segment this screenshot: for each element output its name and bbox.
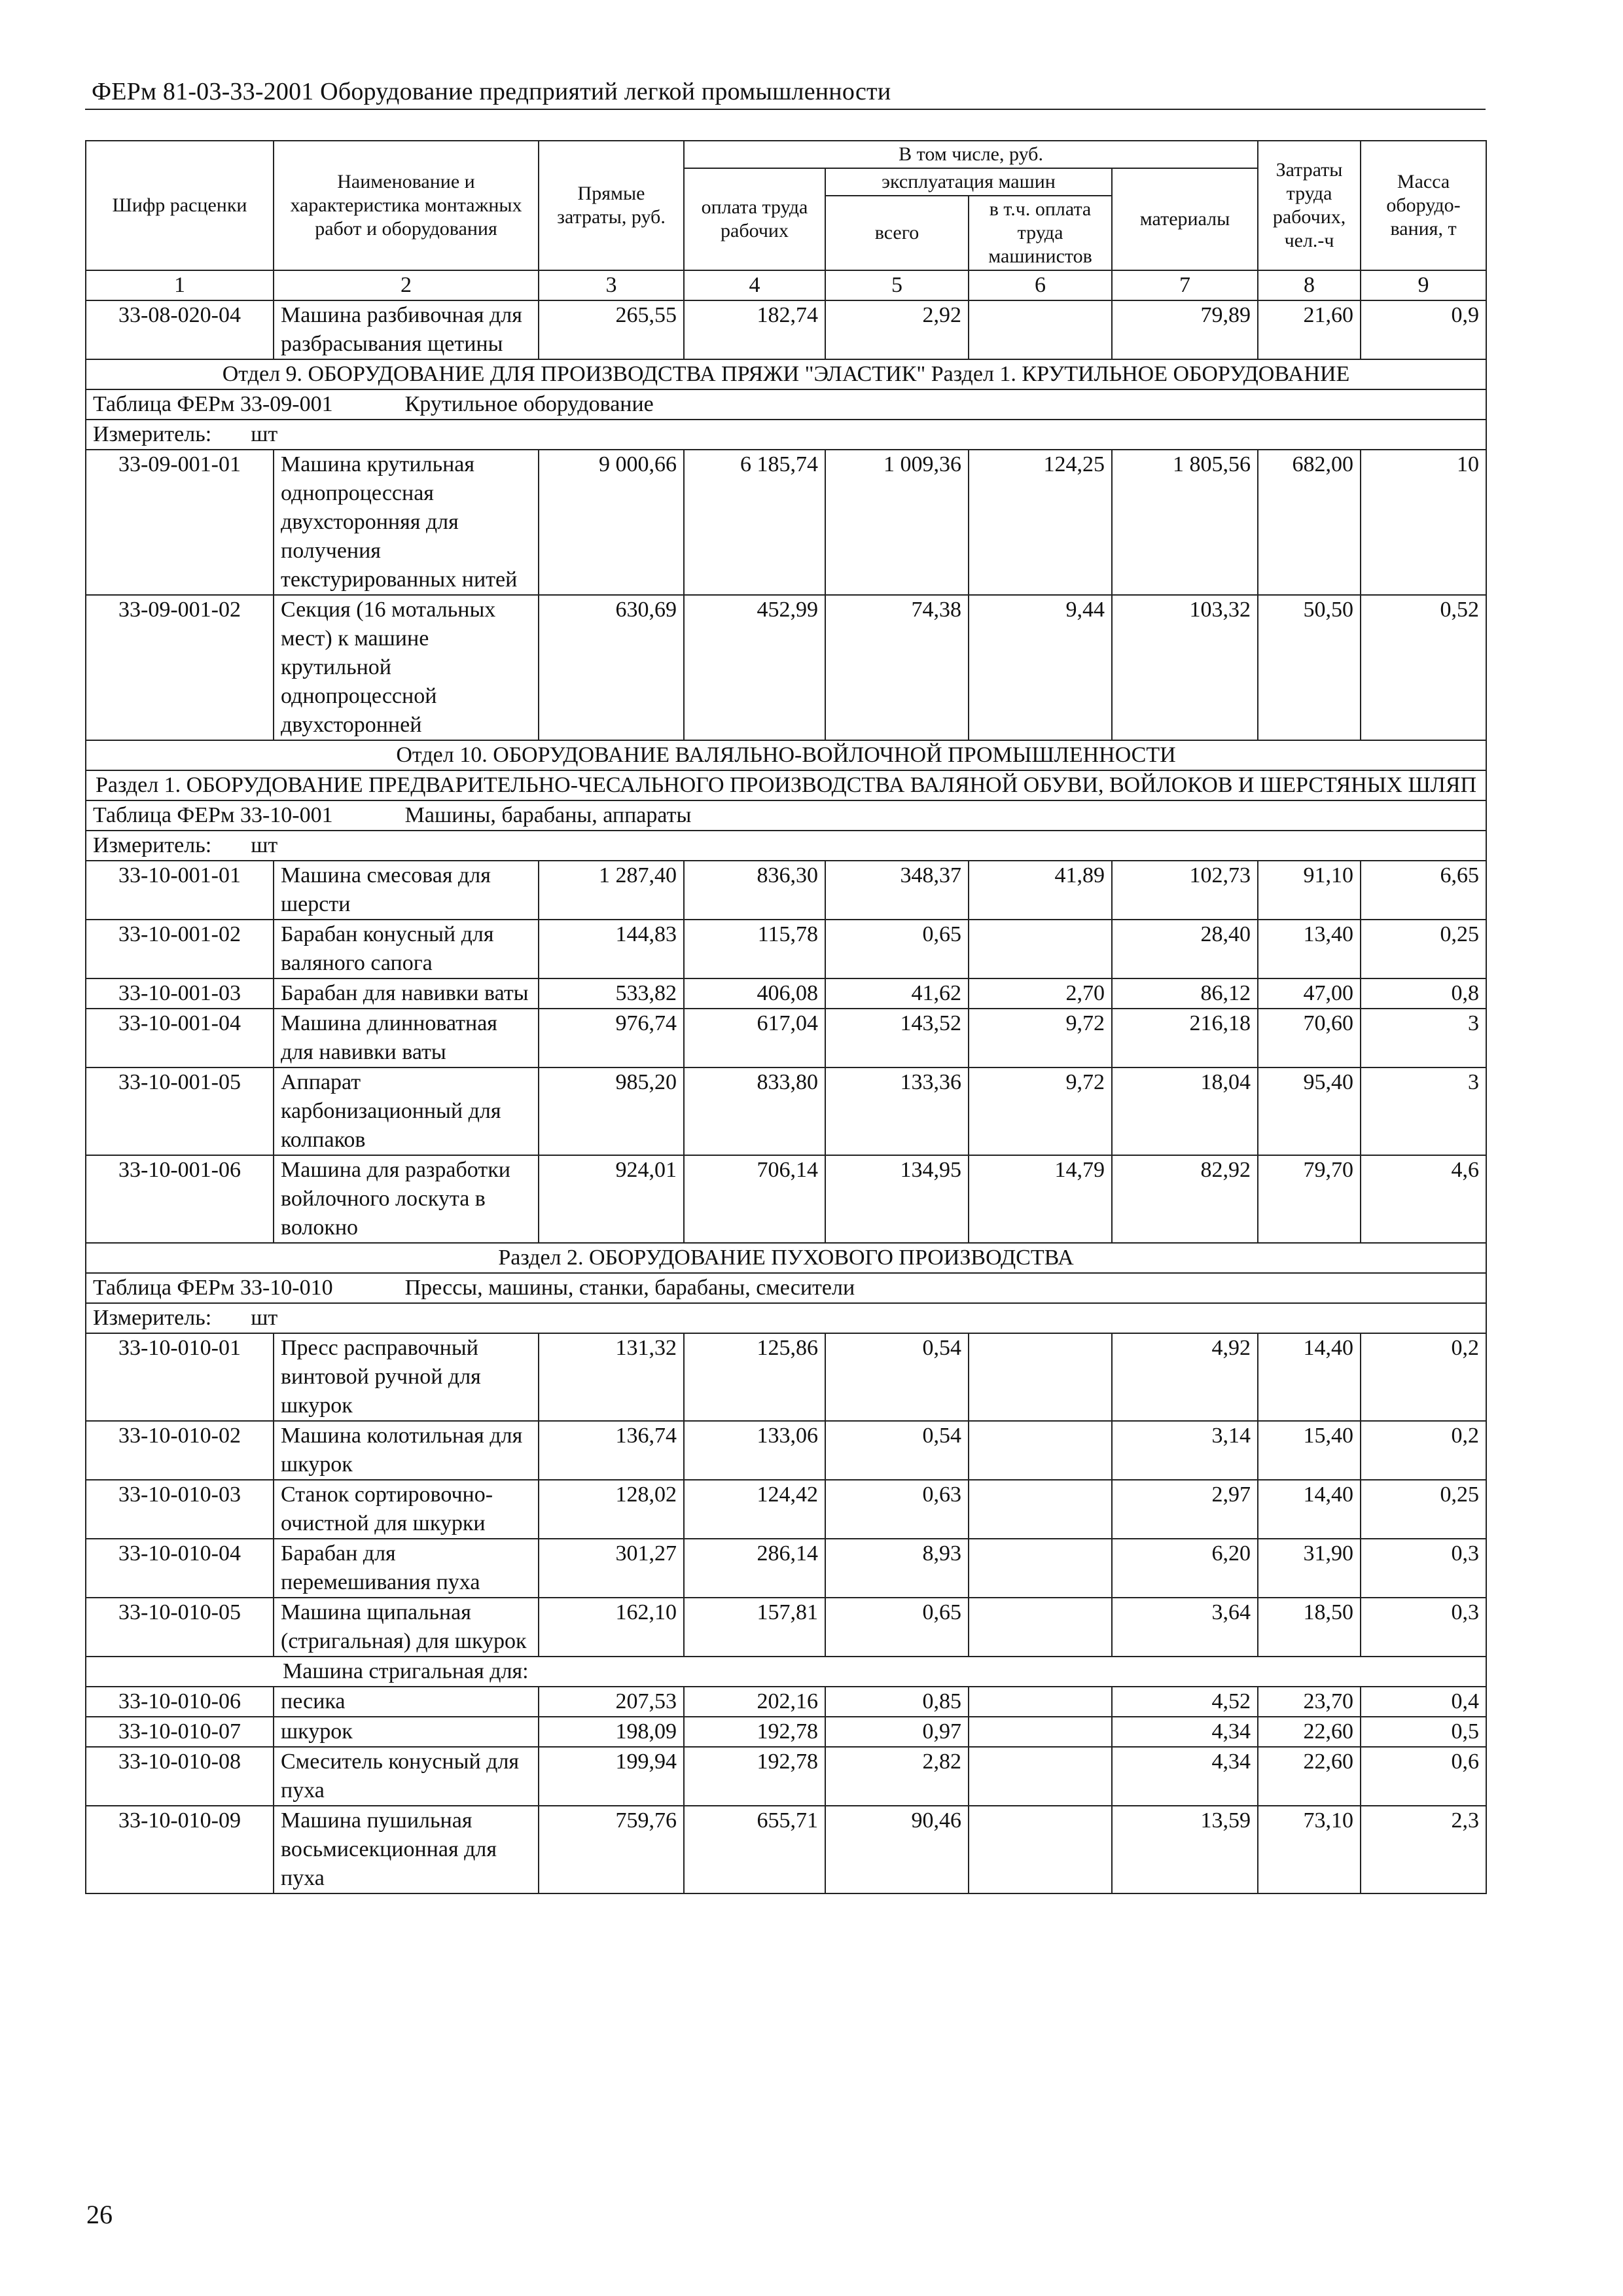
cell-direct: 136,74 <box>539 1421 684 1480</box>
cell-materials: 3,64 <box>1112 1598 1258 1657</box>
header-machines: эксплуатация машин <box>825 168 1112 196</box>
cell-machinist <box>969 1598 1112 1657</box>
cell-machines: 41,62 <box>825 978 969 1009</box>
group-label: Машина стригальная для: <box>274 1657 1486 1687</box>
cell-machines: 1 009,36 <box>825 450 969 595</box>
table-code: Таблица ФЕРм 33-10-010 <box>93 1276 333 1300</box>
cell-machinist <box>969 1687 1112 1717</box>
cell-mass: 0,6 <box>1361 1747 1486 1806</box>
cell-materials: 216,18 <box>1112 1009 1258 1067</box>
cell-machines: 133,36 <box>825 1067 969 1155</box>
cell-machines: 0,65 <box>825 920 969 978</box>
cell-machines: 0,97 <box>825 1717 969 1747</box>
cell-name: Машина разбивочная для разбрасывания щетины <box>274 300 539 359</box>
header-machines-total: всего <box>825 196 969 270</box>
cell-direct: 199,94 <box>539 1747 684 1806</box>
cell-mass: 0,25 <box>1361 920 1486 978</box>
meter-row <box>86 1303 1486 1333</box>
cell-materials: 79,89 <box>1112 300 1258 359</box>
cell-labor: 70,60 <box>1258 1009 1361 1067</box>
column-number: 6 <box>969 270 1112 300</box>
cell-direct: 131,32 <box>539 1333 684 1421</box>
cell-direct: 301,27 <box>539 1539 684 1598</box>
cell-machines: 348,37 <box>825 861 969 920</box>
header-materials: материалы <box>1112 168 1258 270</box>
cell-mass: 0,25 <box>1361 1480 1486 1539</box>
cell-machines: 0,63 <box>825 1480 969 1539</box>
table-heading-row <box>86 800 1486 831</box>
cell-materials: 102,73 <box>1112 861 1258 920</box>
table-row <box>86 1539 1486 1598</box>
cell-materials: 4,92 <box>1112 1333 1258 1421</box>
cell-wages: 452,99 <box>684 595 825 740</box>
cell-wages: 286,14 <box>684 1539 825 1598</box>
cell-machinist: 2,70 <box>969 978 1112 1009</box>
cell-machines: 0,85 <box>825 1687 969 1717</box>
cell-name: песика <box>274 1687 539 1717</box>
cell-name: шкурок <box>274 1717 539 1747</box>
cell-labor: 15,40 <box>1258 1421 1361 1480</box>
cell-materials: 28,40 <box>1112 920 1258 978</box>
cell-machinist <box>969 1806 1112 1893</box>
cell-mass: 4,6 <box>1361 1155 1486 1243</box>
column-number: 9 <box>1361 270 1486 300</box>
cell-materials: 2,97 <box>1112 1480 1258 1539</box>
cell-machines: 74,38 <box>825 595 969 740</box>
table-row <box>86 1747 1486 1806</box>
cell-name: Секция (16 мотальных мест) к машине крутильной однопроцессной двухсторонней <box>274 595 539 740</box>
cell-direct: 265,55 <box>539 300 684 359</box>
cell-wages: 157,81 <box>684 1598 825 1657</box>
cell-mass: 0,52 <box>1361 595 1486 740</box>
cell-labor: 31,90 <box>1258 1539 1361 1598</box>
table-row <box>86 920 1486 978</box>
cell-direct: 630,69 <box>539 595 684 740</box>
cell-code: 33-10-010-03 <box>86 1480 274 1539</box>
cell-name: Машина длинноватная для навивки ваты <box>274 1009 539 1067</box>
section-title: Раздел 1. ОБОРУДОВАНИЕ ПРЕДВАРИТЕЛЬНО-ЧЕСАЛЬНОГО ПРОИЗВОДСТВА ВАЛЯНОЙ ОБУВИ, ВОЙЛОКОВ И ШЕРСТЯНЫХ ШЛЯП <box>86 770 1486 800</box>
cell-labor: 73,10 <box>1258 1806 1361 1893</box>
cell-labor: 22,60 <box>1258 1717 1361 1747</box>
cell-machines: 143,52 <box>825 1009 969 1067</box>
cell-mass: 0,3 <box>1361 1539 1486 1598</box>
column-number: 8 <box>1258 270 1361 300</box>
header-machines-wages: в т.ч. оплата труда машинистов <box>969 196 1112 270</box>
cell-mass: 0,2 <box>1361 1333 1486 1421</box>
cell-direct: 144,83 <box>539 920 684 978</box>
column-number: 1 <box>86 270 274 300</box>
cell-wages: 124,42 <box>684 1480 825 1539</box>
column-number: 5 <box>825 270 969 300</box>
cell-name: Барабан для навивки ваты <box>274 978 539 1009</box>
cell-machinist <box>969 920 1112 978</box>
cell-name: Машина пушильная восьмисекционная для пуха <box>274 1806 539 1893</box>
cell-labor: 91,10 <box>1258 861 1361 920</box>
table-heading-row <box>86 389 1486 420</box>
cell-materials: 6,20 <box>1112 1539 1258 1598</box>
cell-name: Барабан конусный для валяного сапога <box>274 920 539 978</box>
cell-code: 33-09-001-01 <box>86 450 274 595</box>
table-name: Машины, барабаны, аппараты <box>404 803 692 827</box>
cell-machinist: 14,79 <box>969 1155 1112 1243</box>
table-heading <box>86 1273 1486 1303</box>
cell-code: 33-10-001-05 <box>86 1067 274 1155</box>
cell-machinist: 9,72 <box>969 1009 1112 1067</box>
cell-wages: 192,78 <box>684 1717 825 1747</box>
table-row <box>86 1155 1486 1243</box>
cell-machines: 0,54 <box>825 1421 969 1480</box>
cell-code: 33-10-001-03 <box>86 978 274 1009</box>
cell-name: Машина крутильная однопроцессная двухсторонняя для получения текстурированных нитей <box>274 450 539 595</box>
meter-label: Измеритель: <box>93 1306 212 1330</box>
cell-machines: 2,92 <box>825 300 969 359</box>
header-code: Шифр расценки <box>86 141 274 270</box>
cell-machines: 134,95 <box>825 1155 969 1243</box>
cell-materials: 4,34 <box>1112 1747 1258 1806</box>
header-rule <box>85 109 1486 110</box>
header-mass: Масса оборудо-вания, т <box>1361 141 1486 270</box>
cell-mass: 0,8 <box>1361 978 1486 1009</box>
cell-machinist: 124,25 <box>969 450 1112 595</box>
table-name: Прессы, машины, станки, барабаны, смесители <box>404 1276 855 1300</box>
cell-wages: 836,30 <box>684 861 825 920</box>
cell-labor: 14,40 <box>1258 1333 1361 1421</box>
table-row <box>86 978 1486 1009</box>
cell-code: 33-09-001-02 <box>86 595 274 740</box>
table-code: Таблица ФЕРм 33-10-001 <box>93 803 333 827</box>
cell-code: 33-10-010-02 <box>86 1421 274 1480</box>
cell-machinist: 9,72 <box>969 1067 1112 1155</box>
cell-wages: 706,14 <box>684 1155 825 1243</box>
table-heading <box>86 800 1486 831</box>
section-title: Отдел 9. ОБОРУДОВАНИЕ ДЛЯ ПРОИЗВОДСТВА ПРЯЖИ "ЭЛАСТИК" Раздел 1. КРУТИЛЬНОЕ ОБОРУДОВАНИЕ <box>86 359 1486 389</box>
cell-direct: 207,53 <box>539 1687 684 1717</box>
cell-code: 33-10-010-08 <box>86 1747 274 1806</box>
table-row <box>86 1421 1486 1480</box>
cell-labor: 682,00 <box>1258 450 1361 595</box>
cell-code: 33-10-001-02 <box>86 920 274 978</box>
cell-labor: 50,50 <box>1258 595 1361 740</box>
cell-machinist <box>969 1333 1112 1421</box>
cell-direct: 9 000,66 <box>539 450 684 595</box>
cell-labor: 21,60 <box>1258 300 1361 359</box>
cell-name: Смеситель конусный для пуха <box>274 1747 539 1806</box>
table-row <box>86 1480 1486 1539</box>
cell-direct: 759,76 <box>539 1806 684 1893</box>
cell-direct: 924,01 <box>539 1155 684 1243</box>
cell-wages: 182,74 <box>684 300 825 359</box>
cell-direct: 533,82 <box>539 978 684 1009</box>
cell-code: 33-10-010-01 <box>86 1333 274 1421</box>
cell-code: 33-10-010-05 <box>86 1598 274 1657</box>
cell-wages: 617,04 <box>684 1009 825 1067</box>
meter <box>86 831 1486 861</box>
cell-mass: 0,9 <box>1361 300 1486 359</box>
cell-wages: 133,06 <box>684 1421 825 1480</box>
cell-materials: 86,12 <box>1112 978 1258 1009</box>
cell-name: Машина щипальная (стригальная) для шкурок <box>274 1598 539 1657</box>
cell-machinist <box>969 300 1112 359</box>
cell-direct: 985,20 <box>539 1067 684 1155</box>
cell-mass: 3 <box>1361 1067 1486 1155</box>
cell-direct: 976,74 <box>539 1009 684 1067</box>
table-row <box>86 300 1486 359</box>
table-row <box>86 595 1486 740</box>
cell-machinist <box>969 1747 1112 1806</box>
table-code: Таблица ФЕРм 33-09-001 <box>93 392 333 416</box>
cell-mass: 6,65 <box>1361 861 1486 920</box>
cell-wages: 115,78 <box>684 920 825 978</box>
cell-name: Станок сортировочно-очистной для шкурки <box>274 1480 539 1539</box>
cell-machinist: 41,89 <box>969 861 1112 920</box>
cell-labor: 95,40 <box>1258 1067 1361 1155</box>
cell-materials: 13,59 <box>1112 1806 1258 1893</box>
header-direct: Прямые затраты, руб. <box>539 141 684 270</box>
cell-labor: 18,50 <box>1258 1598 1361 1657</box>
cell-machinist <box>969 1717 1112 1747</box>
table-heading-row <box>86 1273 1486 1303</box>
cell-machines: 0,54 <box>825 1333 969 1421</box>
cell-machines: 8,93 <box>825 1539 969 1598</box>
table-name: Крутильное оборудование <box>404 392 654 416</box>
group-row <box>86 1657 1486 1687</box>
header-wages: оплата труда рабочих <box>684 168 825 270</box>
cell-name: Машина смесовая для шерсти <box>274 861 539 920</box>
cell-materials: 82,92 <box>1112 1155 1258 1243</box>
cell-materials: 1 805,56 <box>1112 450 1258 595</box>
cell-direct: 128,02 <box>539 1480 684 1539</box>
cell-materials: 103,32 <box>1112 595 1258 740</box>
cell-mass: 10 <box>1361 450 1486 595</box>
cell-code: 33-10-001-04 <box>86 1009 274 1067</box>
meter <box>86 420 1486 450</box>
cell-machinist <box>969 1539 1112 1598</box>
column-number: 4 <box>684 270 825 300</box>
cell-machinist <box>969 1480 1112 1539</box>
cell-machines: 2,82 <box>825 1747 969 1806</box>
table-row <box>86 1687 1486 1717</box>
table-row <box>86 1598 1486 1657</box>
cell-code: 33-10-010-06 <box>86 1687 274 1717</box>
table-row <box>86 1067 1486 1155</box>
meter-unit: шт <box>251 833 278 857</box>
group-spacer <box>86 1657 274 1687</box>
cell-machines: 90,46 <box>825 1806 969 1893</box>
header-including: В том числе, руб. <box>684 141 1258 168</box>
cell-name: Пресс расправочный винтовой ручной для шкурок <box>274 1333 539 1421</box>
page-number: 26 <box>86 2200 113 2229</box>
cell-direct: 1 287,40 <box>539 861 684 920</box>
cell-wages: 6 185,74 <box>684 450 825 595</box>
cell-wages: 202,16 <box>684 1687 825 1717</box>
cell-labor: 79,70 <box>1258 1155 1361 1243</box>
section-title-row <box>86 359 1486 389</box>
meter-label: Измеритель: <box>93 422 212 446</box>
meter-row <box>86 831 1486 861</box>
cell-wages: 406,08 <box>684 978 825 1009</box>
header-labor: Затраты труда рабочих, чел.-ч <box>1258 141 1361 270</box>
cell-wages: 192,78 <box>684 1747 825 1806</box>
table-row <box>86 450 1486 595</box>
table-row <box>86 1806 1486 1893</box>
table-heading <box>86 389 1486 420</box>
cell-machinist <box>969 1421 1112 1480</box>
department-title-row <box>86 740 1486 770</box>
cell-mass: 3 <box>1361 1009 1486 1067</box>
cell-code: 33-10-010-07 <box>86 1717 274 1747</box>
cell-code: 33-10-010-04 <box>86 1539 274 1598</box>
section-title: Раздел 2. ОБОРУДОВАНИЕ ПУХОВОГО ПРОИЗВОДСТВА <box>86 1243 1486 1273</box>
cell-machines: 0,65 <box>825 1598 969 1657</box>
cell-code: 33-08-020-04 <box>86 300 274 359</box>
cell-name: Аппарат карбонизационный для колпаков <box>274 1067 539 1155</box>
meter-label: Измеритель: <box>93 833 212 857</box>
meter-unit: шт <box>251 422 278 446</box>
cell-materials: 3,14 <box>1112 1421 1258 1480</box>
cell-machinist: 9,44 <box>969 595 1112 740</box>
cell-mass: 0,2 <box>1361 1421 1486 1480</box>
section-title-row <box>86 770 1486 800</box>
cell-labor: 14,40 <box>1258 1480 1361 1539</box>
table-body <box>86 270 1486 1893</box>
cell-name: Барабан для перемешивания пуха <box>274 1539 539 1598</box>
table-header <box>86 141 1486 270</box>
cell-direct: 198,09 <box>539 1717 684 1747</box>
cell-code: 33-10-010-09 <box>86 1806 274 1893</box>
cell-materials: 4,34 <box>1112 1717 1258 1747</box>
section-title-row <box>86 1243 1486 1273</box>
table-row <box>86 1333 1486 1421</box>
column-number: 3 <box>539 270 684 300</box>
table-row <box>86 1717 1486 1747</box>
cell-wages: 655,71 <box>684 1806 825 1893</box>
meter <box>86 1303 1486 1333</box>
column-numbers-row <box>86 270 1486 300</box>
cell-materials: 18,04 <box>1112 1067 1258 1155</box>
table-row <box>86 1009 1486 1067</box>
meter-unit: шт <box>251 1306 278 1330</box>
cell-labor: 47,00 <box>1258 978 1361 1009</box>
column-number: 2 <box>274 270 539 300</box>
cell-mass: 2,3 <box>1361 1806 1486 1893</box>
running-header: ФЕРм 81-03-33-2001 Оборудование предприятий легкой промышленности <box>92 78 891 105</box>
cell-labor: 13,40 <box>1258 920 1361 978</box>
cell-wages: 833,80 <box>684 1067 825 1155</box>
cell-mass: 0,4 <box>1361 1687 1486 1717</box>
cell-name: Машина колотильная для шкурок <box>274 1421 539 1480</box>
cell-code: 33-10-001-06 <box>86 1155 274 1243</box>
cell-wages: 125,86 <box>684 1333 825 1421</box>
meter-row <box>86 420 1486 450</box>
rates-table <box>85 140 1487 1894</box>
cell-mass: 0,5 <box>1361 1717 1486 1747</box>
cell-direct: 162,10 <box>539 1598 684 1657</box>
cell-labor: 22,60 <box>1258 1747 1361 1806</box>
cell-materials: 4,52 <box>1112 1687 1258 1717</box>
cell-mass: 0,3 <box>1361 1598 1486 1657</box>
cell-name: Машина для разработки войлочного лоскута в волокно <box>274 1155 539 1243</box>
column-number: 7 <box>1112 270 1258 300</box>
cell-labor: 23,70 <box>1258 1687 1361 1717</box>
cell-code: 33-10-001-01 <box>86 861 274 920</box>
department-title: Отдел 10. ОБОРУДОВАНИЕ ВАЛЯЛЬНО-ВОЙЛОЧНОЙ ПРОМЫШЛЕННОСТИ <box>86 740 1486 770</box>
header-name: Наименование и характеристика монтажных работ и оборудования <box>274 141 539 270</box>
table-row <box>86 861 1486 920</box>
